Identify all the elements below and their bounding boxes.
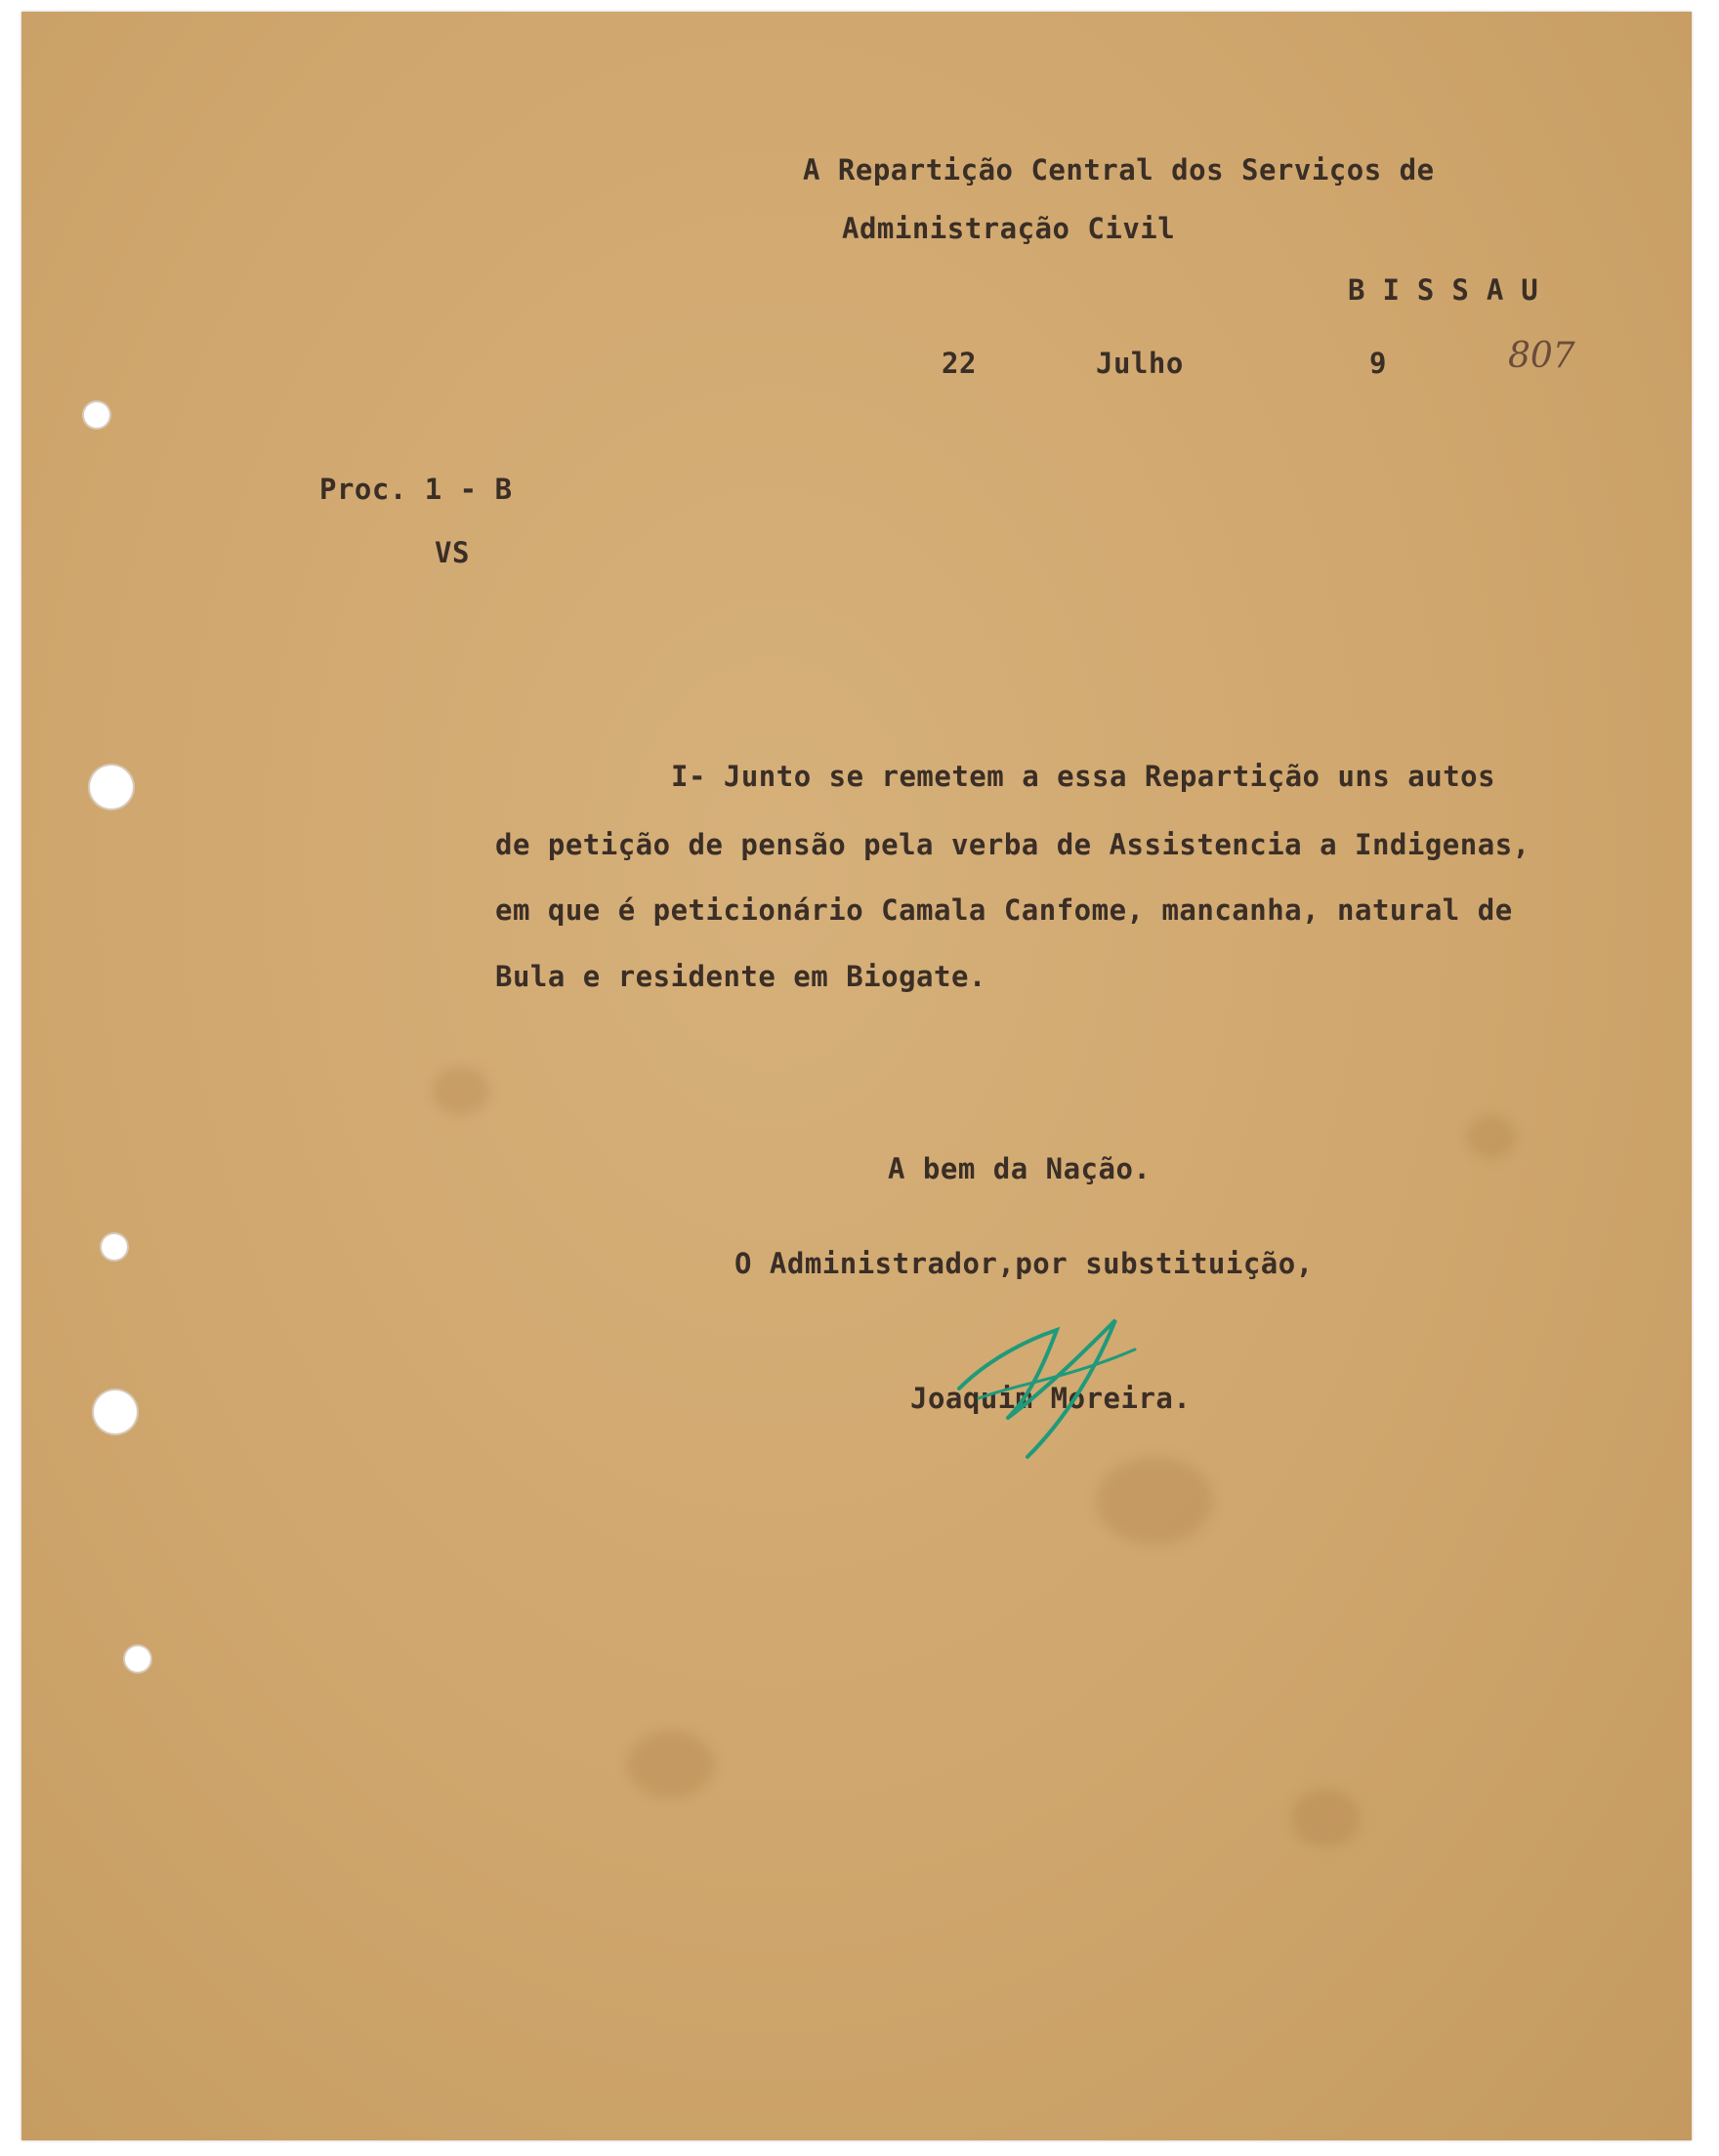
punch-hole bbox=[92, 1389, 139, 1435]
body-line-4: Bula e residente em Biogate. bbox=[495, 960, 986, 993]
date-year-typed: 9 bbox=[1369, 347, 1387, 380]
recipient-line-1: A Repartição Central dos Serviços de bbox=[803, 153, 1435, 187]
stain bbox=[1096, 1457, 1213, 1545]
punch-hole bbox=[82, 400, 111, 430]
punch-hole bbox=[123, 1644, 152, 1674]
date-month: Julho bbox=[1096, 347, 1184, 380]
reference-initials: VS bbox=[435, 536, 470, 569]
closing-salutation: A bem da Nação. bbox=[888, 1152, 1152, 1185]
stain bbox=[1291, 1789, 1360, 1847]
handwritten-signature bbox=[949, 1291, 1184, 1467]
document-sheet bbox=[21, 12, 1692, 2140]
recipient-line-2: Administração Civil bbox=[842, 212, 1176, 245]
signatory-name: Joaquim Moreira. bbox=[910, 1382, 1192, 1415]
signatory-title: O Administrador,por substituição, bbox=[734, 1247, 1314, 1280]
body-line-3: em que é peticionário Camala Canfome, mancanha, natural de bbox=[495, 893, 1513, 927]
body-line-1: I- Junto se remetem a essa Repartição uns autos bbox=[671, 760, 1496, 793]
stain bbox=[1467, 1115, 1516, 1159]
punch-hole bbox=[88, 764, 135, 810]
date-day: 22 bbox=[942, 347, 977, 380]
punch-hole bbox=[100, 1232, 129, 1262]
date-year-handwritten: 807 bbox=[1508, 336, 1575, 376]
process-reference: Proc. 1 - B bbox=[319, 473, 513, 506]
stain bbox=[432, 1066, 490, 1115]
body-line-2: de petição de pensão pela verba de Assistencia a Indigenas, bbox=[495, 828, 1530, 861]
stain bbox=[627, 1730, 715, 1799]
place-name: BISSAU bbox=[1348, 273, 1556, 307]
